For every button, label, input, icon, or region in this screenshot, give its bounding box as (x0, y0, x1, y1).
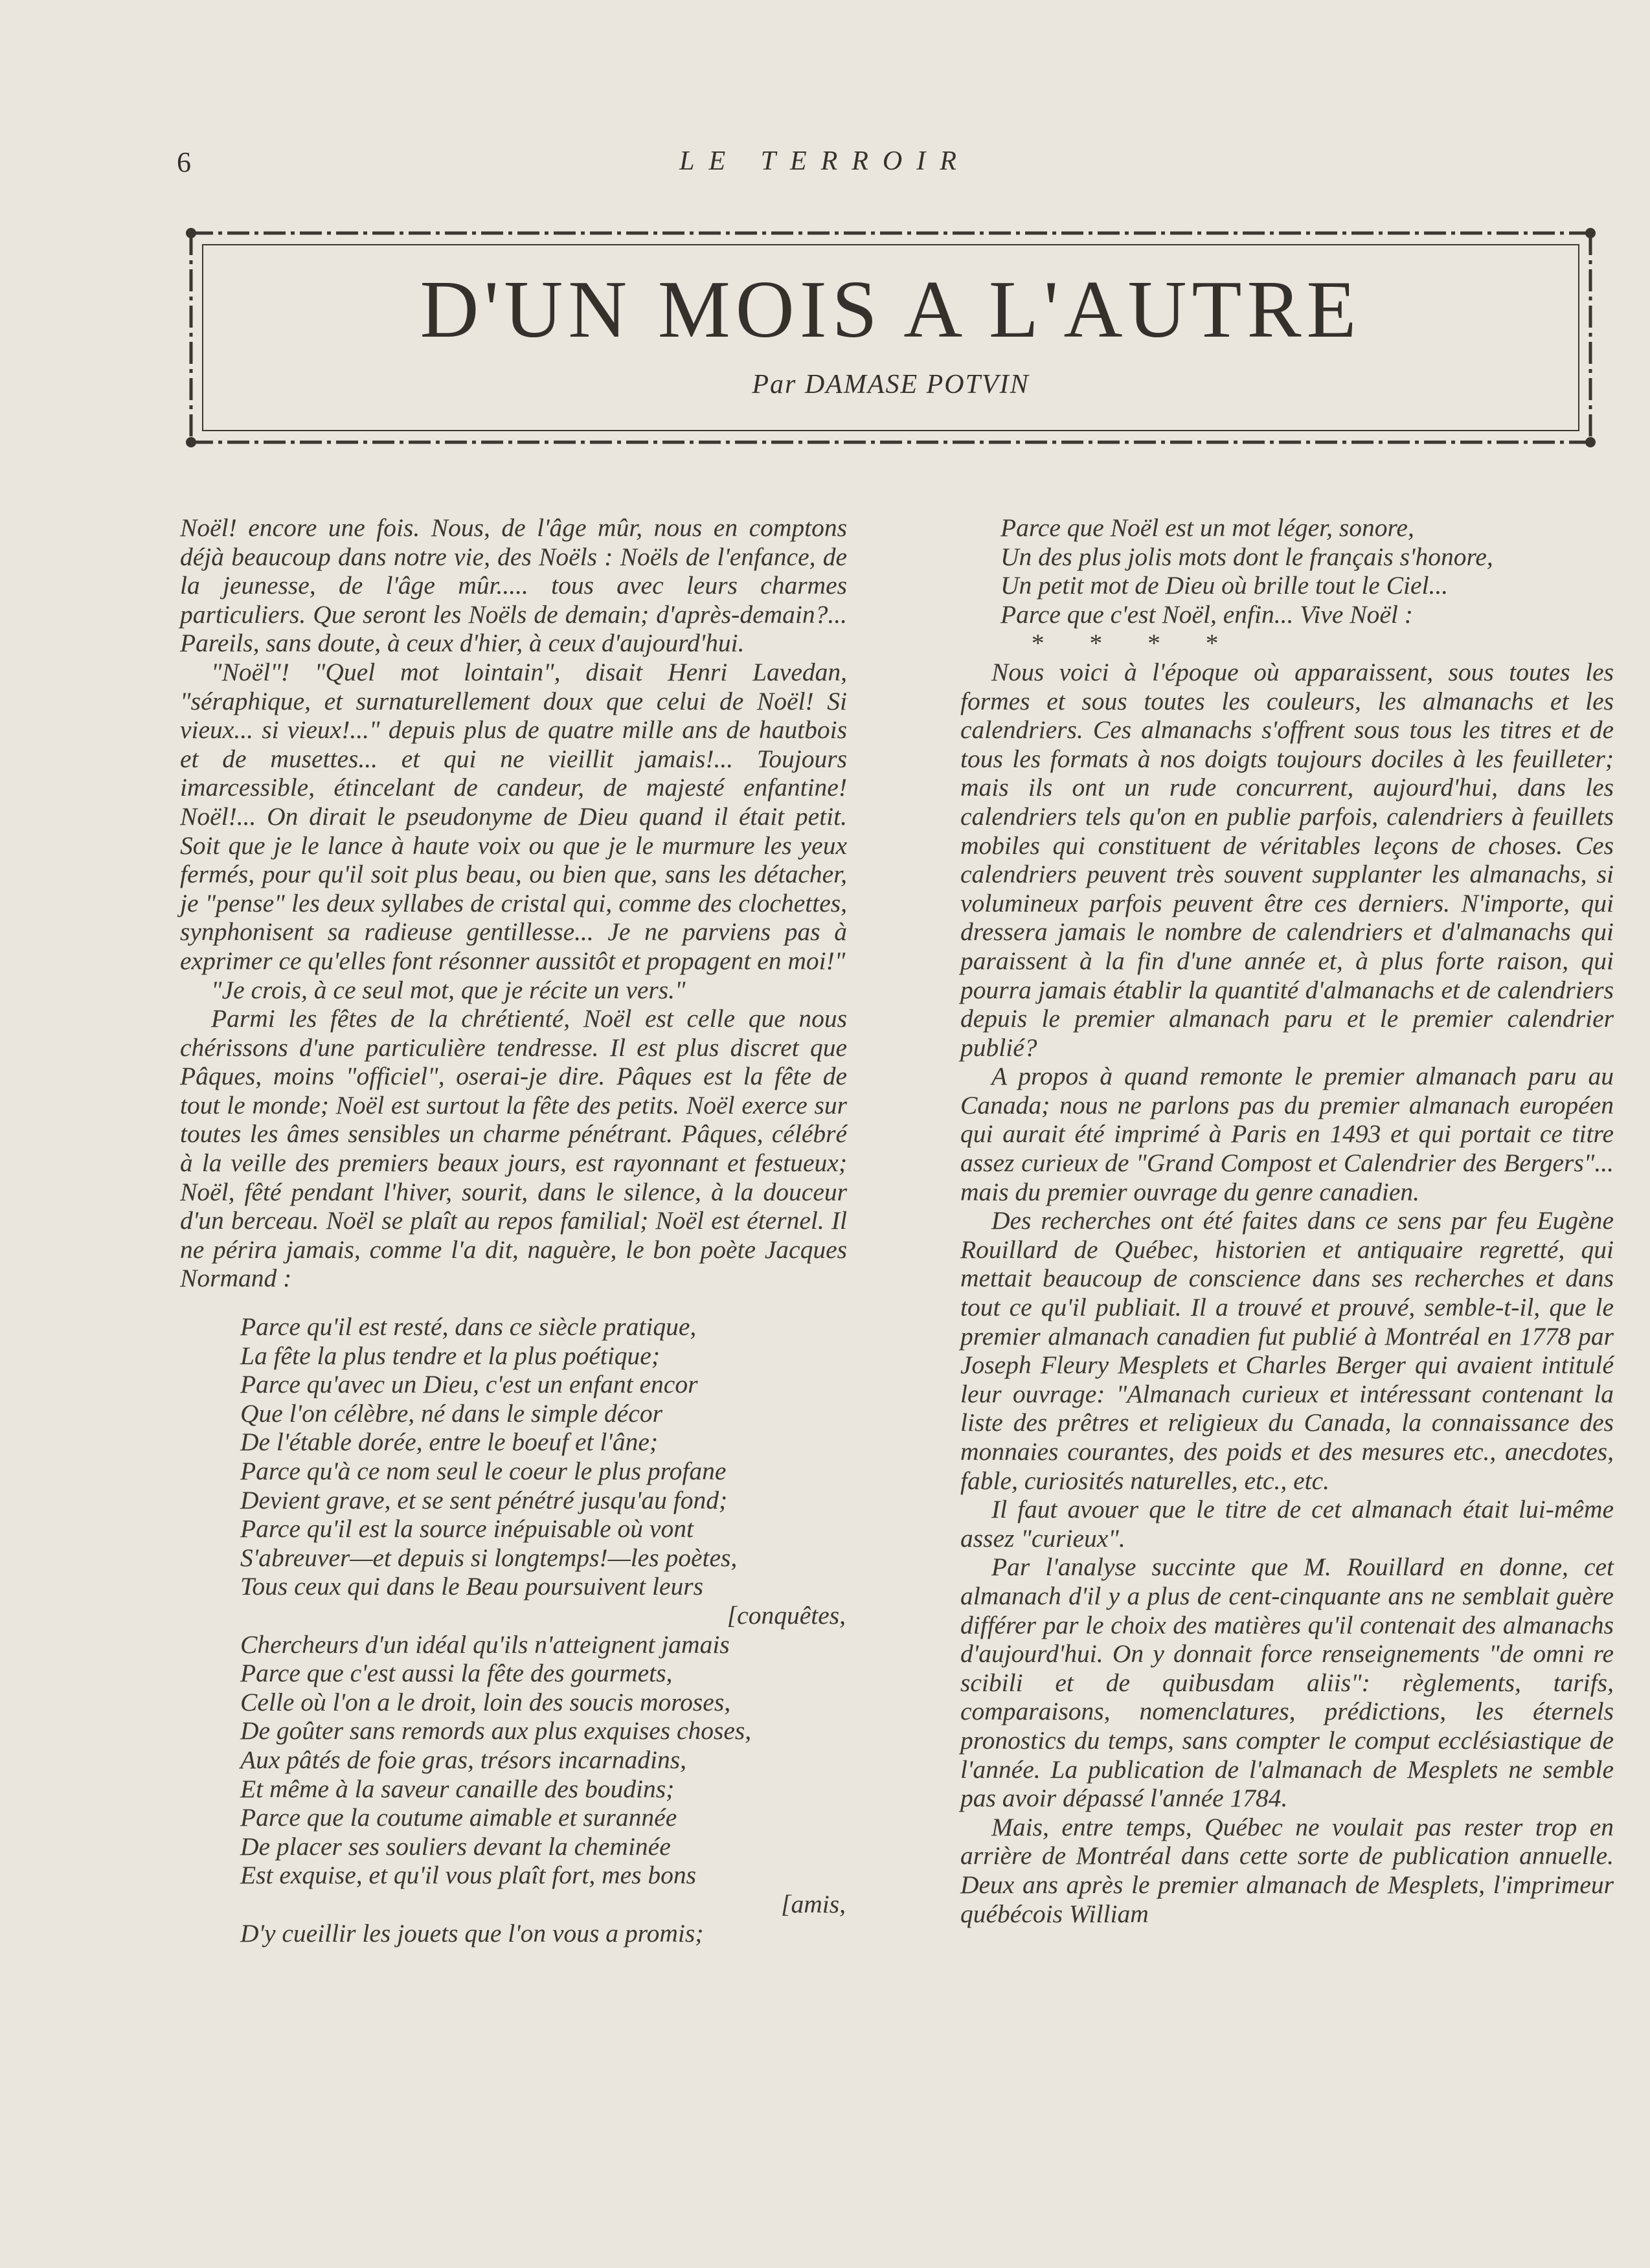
paragraph: "Noël"! "Quel mot lointain", disait Henri Lavedan, "séraphique, et surnaturellement doux que celui de Noël! Si vieux... si vieux!..." depuis plus de quatre mille ans de hautbois et de musettes... et qui ne vieillit jamais!... Toujours imarcessible, étincelant de candeur, de majesté enfantine! Noël!... On dirait le pseudonyme de Dieu quand il était petit. Soit que je le lance à haute voix ou que je le murmure les yeux fermés, pour qu'il soit plus beau, ou bien que, sans les détacher, je "pense" les deux syllabes de cristal qui, comme des clochettes, synphonisent sa radieuse gentillesse... Je ne parviens pas à exprimer ce qu'elles font résonner aussitôt et propagent en moi!" (180, 657, 847, 975)
title-box (183, 225, 1598, 450)
poem-line: Aux pâtés de foie gras, trésors incarnadins, (240, 1745, 687, 1774)
poem-line: Parce qu'avec un Dieu, c'est un enfant encor (240, 1370, 698, 1399)
poem-line-runover: [amis, (781, 1889, 846, 1918)
page-number: 6 (177, 146, 192, 178)
poem-line: De goûter sans remords aux plus exquises choses, (240, 1716, 752, 1746)
left-column (180, 513, 847, 1948)
right-column (960, 513, 1614, 1928)
poem-line: De placer ses souliers devant la cheminée (240, 1832, 671, 1861)
paragraph: A propos à quand remonte le premier almanach paru au Canada; nous ne parlons pas du premier almanach européen qui aurait été imprimé à Paris en 1493 et qui portait ce titre assez curieux de "Grand Compost et Calendrier des Bergers"... mais du premier ouvrage du genre canadien. (960, 1062, 1614, 1206)
paragraph: Noël! encore une fois. Nous, de l'âge mûr, nous en comptons déjà beaucoup dans notre vie, des Noëls : Noëls de l'enfance, de la jeunesse, de l'âge mûr..... tous avec leurs charmes particuliers. Que seront les Noëls de demain; d'après-demain?... Pareils, sans doute, à ceux d'hier, à ceux d'aujourd'hui. (180, 513, 847, 658)
poem-line-runover: [conquêtes, (727, 1600, 846, 1630)
poem-line: Et même à la saveur canaille des boudins; (240, 1774, 675, 1803)
poem-line: De l'étable dorée, entre le boeuf et l'âne; (240, 1428, 658, 1457)
journal-title: LE TERROIR (679, 146, 971, 176)
verse-line: Un petit mot de Dieu où brille tout le Ciel... (1000, 571, 1449, 600)
poem-line: Parce qu'à ce nom seul le coeur le plus profane (240, 1457, 727, 1485)
paragraph: Mais, entre temps, Québec ne voulait pas rester trop en arrière de Montréal dans cette sorte de publication annuelle. Deux ans après le premier almanach de Mesplets, l'imprimeur québécois William (960, 1812, 1614, 1928)
poem-line: D'y cueillir les jouets que l'on vous a promis; (240, 1918, 704, 1948)
poem-line: Tous ceux qui dans le Beau poursuivent leurs (240, 1572, 703, 1601)
poem-line: Parce que c'est aussi la fête des gourmets, (240, 1659, 673, 1688)
running-head (0, 146, 1650, 185)
byline: Par DAMASE POTVIN (752, 370, 1030, 399)
paragraph: "Je crois, à ce seul mot, que je récite un vers." (211, 975, 686, 1004)
verse-line: Un des plus jolis mots dont le français s'honore, (1000, 542, 1493, 571)
section-separator: * * * * (1030, 629, 1237, 658)
paragraph: Nous voici à l'époque où apparaissent, sous toutes les formes et sous toutes les couleurs, les almanachs et les calendriers. Ces almanachs s'offrent sous tous les titres et de tous les formats à nos doigts toujours dociles à les feuilleter; mais ils ont un rude concurrent, aujourd'hui, dans les calendriers tels qu'on en publie parfois, calendriers à feuillets mobiles qui constituent de véritables leçons de choses. Ces calendriers peuvent très souvent supplanter les almanachs, si volumineux parfois peuvent être ces derniers. N'importe, qui dressera jamais le nombre de calendriers et d'almanachs qui paraissent à la fin d'une année et, à plus forte raison, qui pourra jamais établir la quantité d'almanachs et de calendriers depuis le premier almanach paru et le premier calendrier publié? (960, 657, 1614, 1062)
poem-line: Que l'on célèbre, né dans le simple décor (240, 1398, 662, 1428)
paragraph: Parmi les fêtes de la chrétienté, Noël est celle que nous chérissons d'une particulière tendresse. Il est plus discret que Pâques, moins "officiel", oserai-je dire. Pâques est la fête de tout le monde; Noël est surtout la fête des petits. Noël exerce sur toutes les âmes sensibles un charme pénétrant. Pâques, célébré à la veille des premiers beaux jours, est rayonnant et festueux; Noël, fêté pendant l'hiver, sourit, dans le silence, à la douceur d'un berceau. Noël se plaît au repos familial; Noël est éternel. Il ne périra jamais, comme l'a dit, naguère, le bon poète Jacques Normand : (180, 1004, 847, 1293)
poem-line: Parce que la coutume aimable et surannée (240, 1803, 677, 1832)
verse (1000, 513, 1614, 629)
poem-line: Devient grave, et se sent pénétré jusqu'au fond; (240, 1485, 728, 1514)
poem-line: Chercheurs d'un idéal qu'ils n'atteignent jamais (240, 1630, 730, 1659)
poem-line: Celle où l'on a le droit, loin des soucis moroses, (240, 1687, 731, 1716)
paragraph: Des recherches ont été faites dans ce sens par feu Eugène Rouillard de Québec, historien et antiquaire regretté, qui mettait beaucoup de conscience dans ses recherches et dans tout ce qu'il publiait. Il a trouvé et prouvé, semble-t-il, que le premier almanach canadien fut publié à Montréal en 1778 par Joseph Fleury Mesplets et Charles Berger qui avaient intitulé leur ouvrage: "Almanach curieux et intéressant contenant la liste des prêtres et religieux du Canada, la connaissance des monnaies courantes, des poids et des mesures etc., anecdotes, fable, curiosités naturelles, etc., etc. (960, 1206, 1614, 1495)
poem-line: Parce qu'il est la source inépuisable où vont (240, 1514, 694, 1544)
article-title: D'UN MOIS A L'AUTRE (420, 265, 1362, 355)
poem (240, 1312, 847, 1948)
paragraph: Il faut avouer que le titre de cet almanach était lui-même assez "curieux". (960, 1495, 1614, 1553)
verse-line: Parce que c'est Noël, enfin... Vive Noël : (1000, 600, 1413, 629)
poem-line: S'abreuver—et depuis si longtemps!—les poètes, (240, 1543, 738, 1572)
poem-line: Est exquise, et qu'il vous plaît fort, mes bons (240, 1861, 697, 1890)
poem-line: Parce qu'il est resté, dans ce siècle pratique, (240, 1312, 697, 1342)
verse-line: Parce que Noël est un mot léger, sonore, (1000, 513, 1414, 542)
poem-line: La fête la plus tendre et la plus poétique; (240, 1341, 660, 1370)
paragraph: Par l'analyse succinte que M. Rouillard en donne, cet almanach d'il y a plus de cent-cinquante ans ne semblait guère différer par le choix des matières qu'il contenait des almanachs d'aujourd'hui. On y donnait force renseignements "de omni re scibili et de quibusdam aliis": règlements, tarifs, comparaisons, nomenclatures, prédictions, les éternels pronostics du temps, sans compter le comput ecclésiastique de l'année. La publication de l'almanach de Mesplets ne semble pas avoir dépassé l'année 1784. (960, 1553, 1614, 1813)
